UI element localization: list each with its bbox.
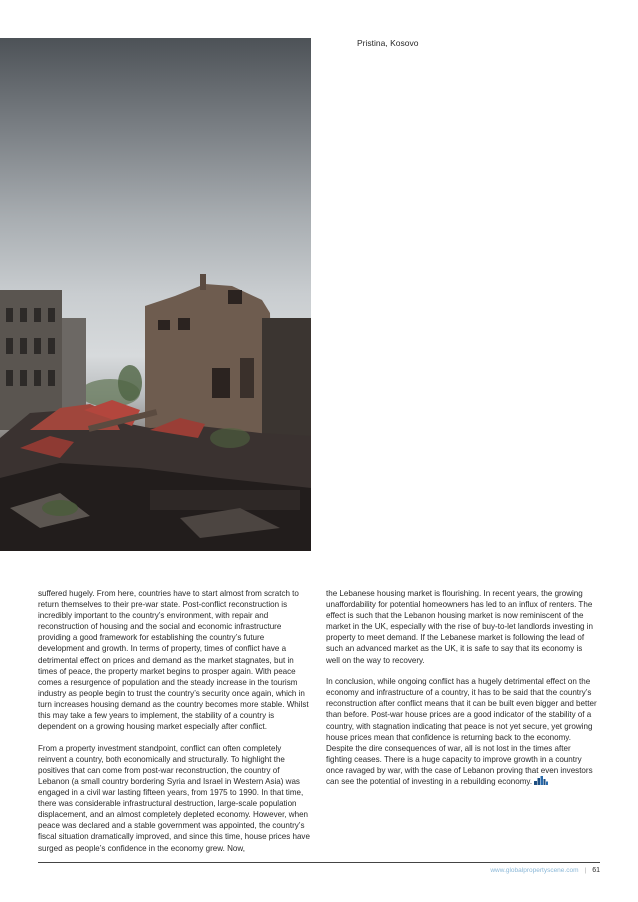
article-column-left (38, 588, 310, 864)
paragraph: From a property investment standpoint, conflict can often completely reinvent a country, both economically and structurally. To highlight the positives that can come from post-war reconstruction, the country of Lebanon (a small country bordering Syria and Israel in Western Asia) was engaged in a civil war lasting fifteen years, from 1975 to 1990. In that time, there was considerable infrastructural destruction, large-scale population displacement, and an almost completely depleted economy. However, when peace was declared and a stable government was appointed, the country’s fiscal situation dramatically improved, and since this time, house prices have surged as people’s confidence in the economy grew. Now, (38, 743, 310, 853)
website-link[interactable]: www.globalpropertyscene.com (490, 867, 579, 874)
paragraph (326, 676, 598, 788)
photo-caption: Pristina, Kosovo (357, 38, 419, 48)
page-number: 61 (592, 867, 600, 874)
war-ruins-photo (0, 38, 311, 551)
page-footer (490, 867, 600, 874)
article-column-right (326, 588, 598, 799)
paragraph: suffered hugely. From here, countries have to start almost from scratch to return themselves to their pre-war state. Post-conflict reconstruction is incredibly important to the country’s environment, with repair and reconstruction of housing and the social and economic infrastructure providing a good framework for establishing the country’s future development and growth. In terms of property, times of conflict have a detrimental effect on prices and demand as the market stagnates, but in times of peace, the property market begins to prosper again. With peace comes a resurgence of population and the steady increase in the tourism industry as people begin to trust the country’s security once again, which in turn increases housing demand as the country becomes more stable. Whilst this may take a few years to implement, the stability of a country is dependent on a growing housing market especially after conflict. (38, 589, 309, 732)
footer-divider (38, 862, 600, 863)
skyline-end-mark-icon (534, 776, 548, 788)
paragraph: the Lebanese housing market is flourishing. In recent years, the growing unaffordability for potential homeowners has led to an influx of renters. The effect is such that the Lebanon housing market is now reminiscent of the market in the UK, especially with the rise of buy-to-let landlords investing in property to meet demand. If the Lebanese market is following the lead of such an advanced market as the UK, it is safe to say that its economy is well on the way to recovery. (326, 589, 594, 665)
footer-separator: | (584, 867, 587, 874)
paragraph-text: In conclusion, while ongoing conflict has a hugely detrimental effect on the economy and infrastructure of a country, it has to be said that the country’s reconstruction after conflict means that it can be built even bigger and better than before. Post-war house prices are a good indicator of the stability of a country, with stagnation indicating that peace is not yet secure, yet growing house prices mean that confidence is returning back to the economy. Despite the dire consequences of war, all is not lost in the times after fighting ceases. There is a huge capacity to improve growth in a country once ravaged by war, with the case of Lebanon proving that even investors can see the potential of investing in a rebuilding economy. (326, 677, 597, 786)
